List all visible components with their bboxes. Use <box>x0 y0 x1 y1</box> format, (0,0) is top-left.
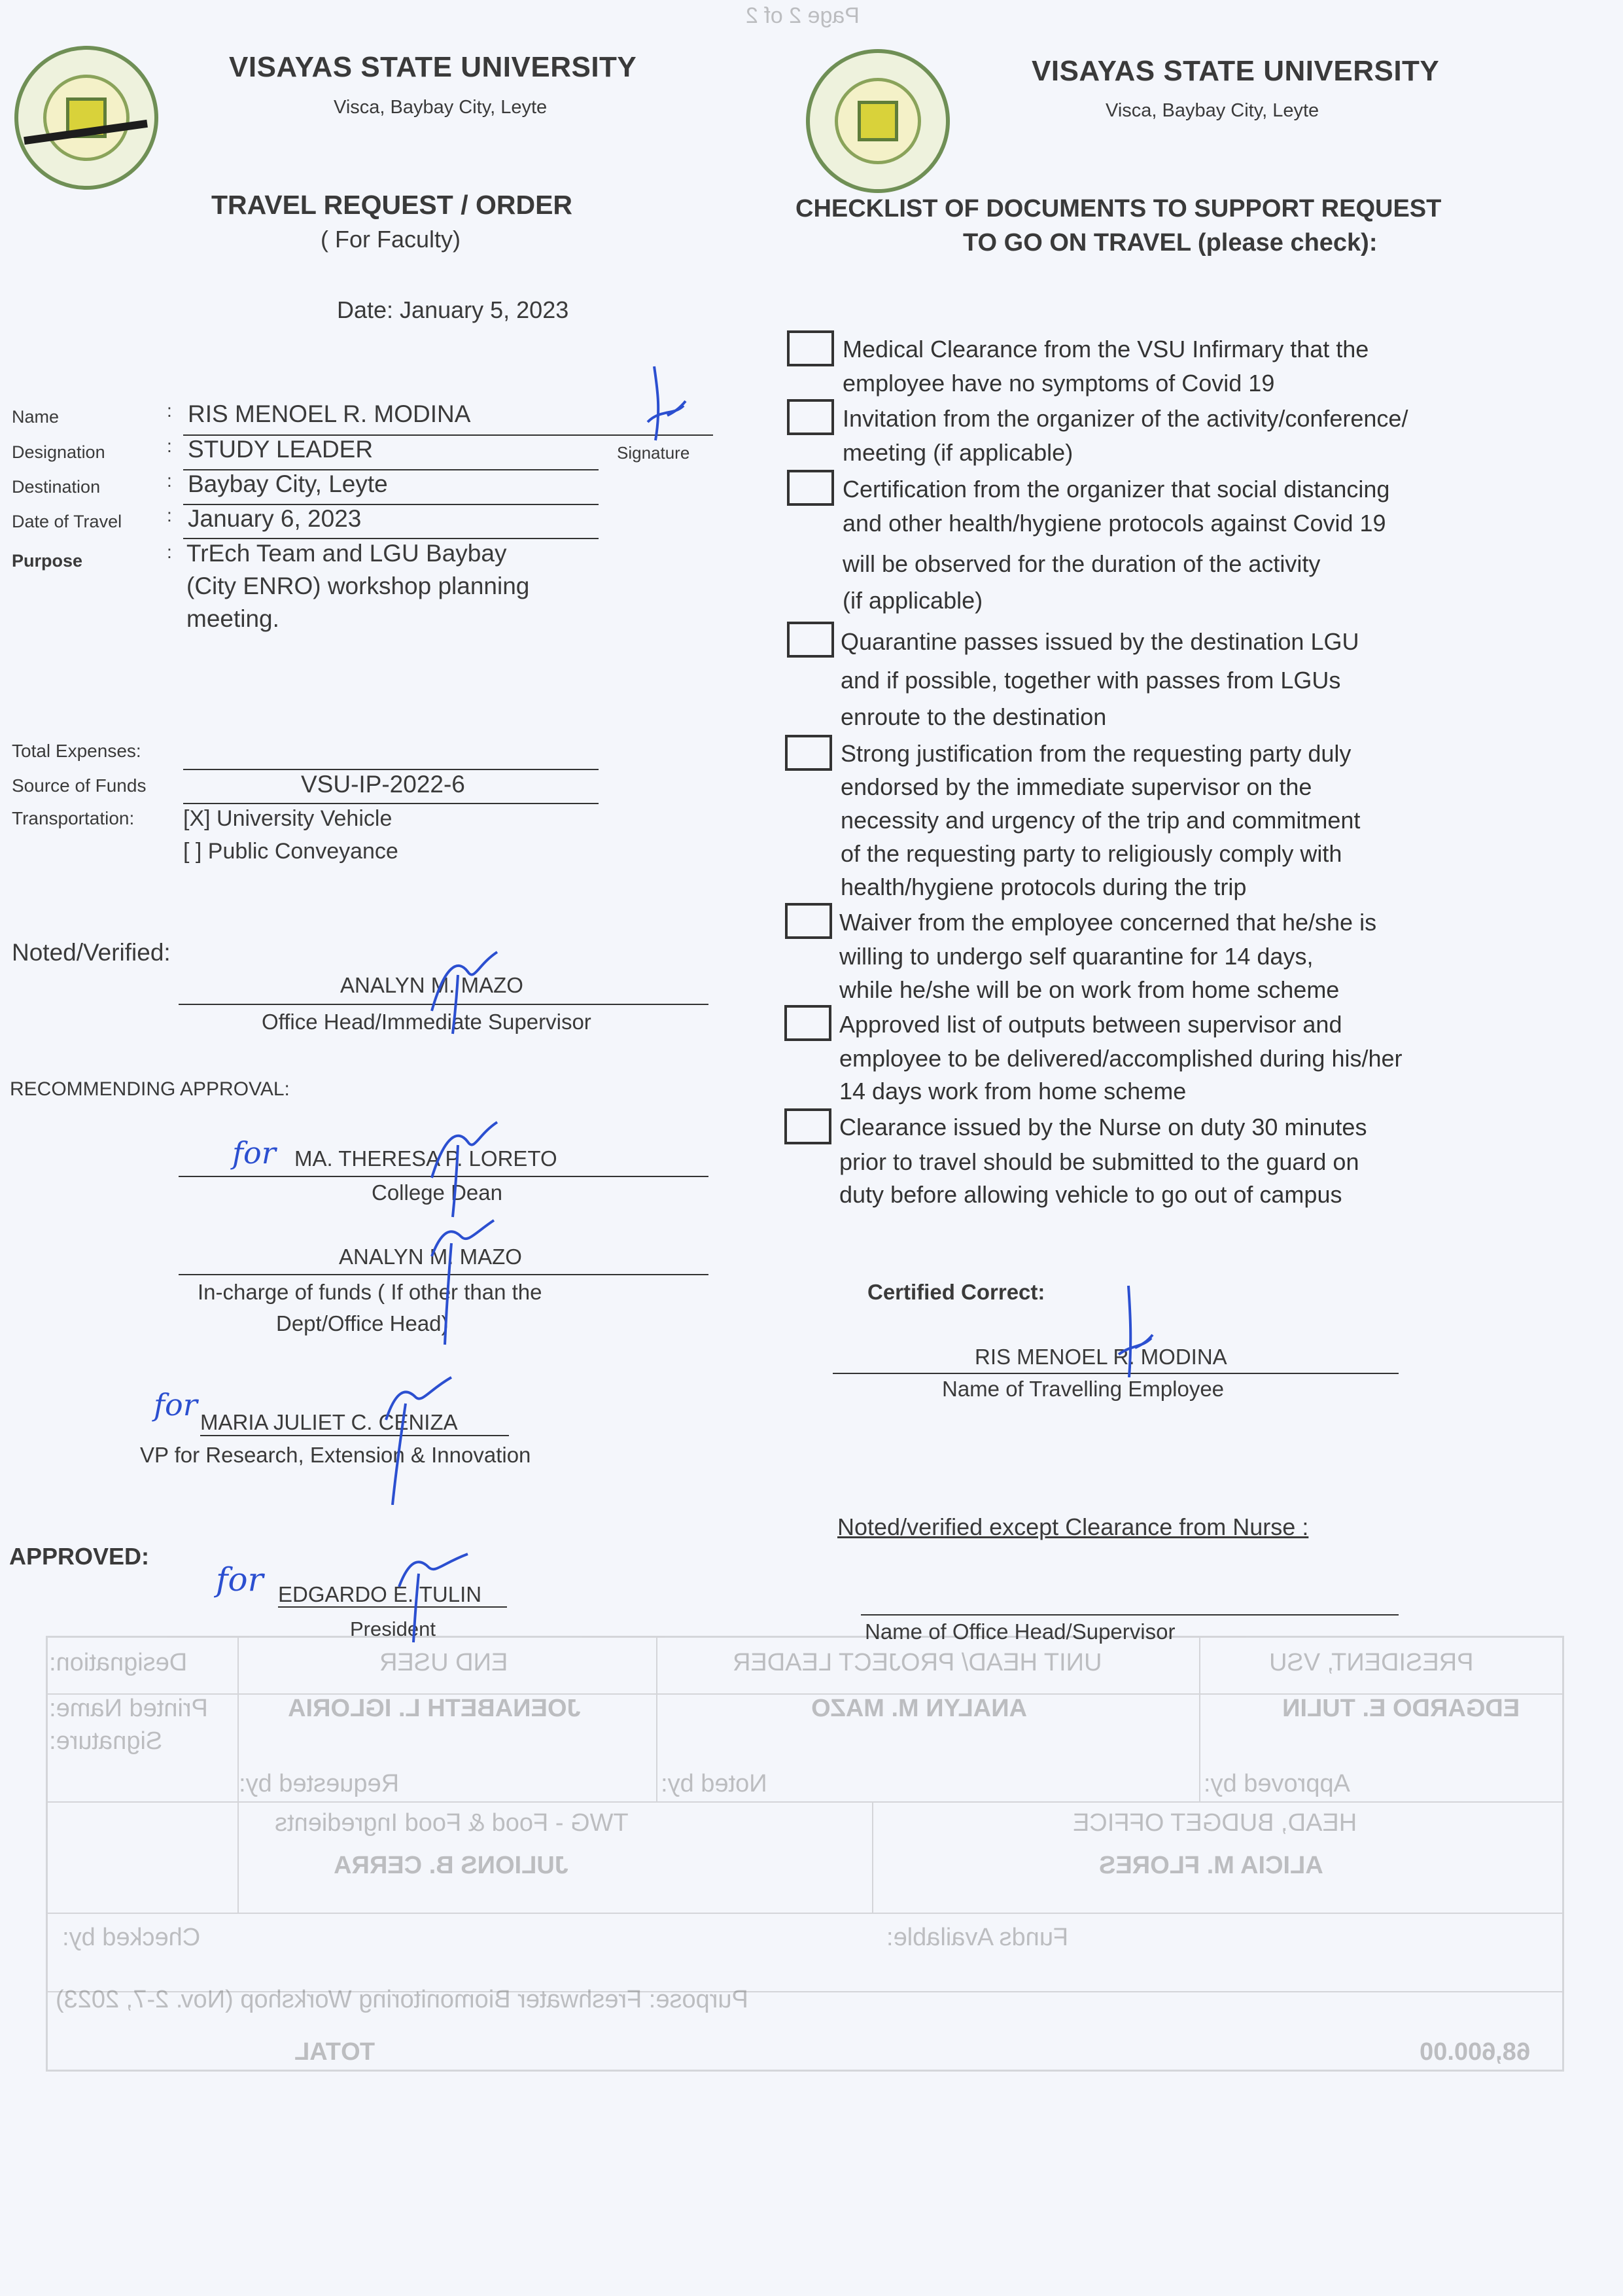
bleed-name2: ANALYN M. MAZO <box>811 1695 1028 1722</box>
noted-verified-label: Noted/Verified: <box>12 939 171 966</box>
checklist-item-2-line-2: meeting (if applicable) <box>843 439 1073 466</box>
funds-incharge-name: ANALYN M. MAZO <box>339 1245 522 1269</box>
bleed-purpose: Purpose: Freshwater Biomonitoring Workshop (Nov. 2-7, 2023) <box>56 1986 748 2013</box>
checklist-item-3-line-1: Certification from the organizer that social distancing <box>843 476 1390 503</box>
signature-noted <box>419 945 517 1037</box>
bleed-name5: ALICIA M. FLORES <box>1099 1852 1323 1879</box>
date-of-travel-label: Date of Travel <box>12 512 122 531</box>
vsu-seal-logo-right <box>806 49 950 193</box>
total-expenses-underline <box>183 769 599 770</box>
transportation-label: Transportation: <box>12 808 135 828</box>
checklist-item-5-line-2: endorsed by the immediate supervisor on the <box>841 773 1312 800</box>
signature-vp <box>353 1374 458 1505</box>
source-of-funds-underline <box>183 803 599 804</box>
checklist-item-7-line-1: Approved list of outputs between supervisor and <box>839 1011 1342 1038</box>
checklist-item-4-line-1: Quarantine passes issued by the destination LGU <box>841 628 1359 655</box>
signature-label: Signature <box>617 443 690 463</box>
checklist-item-6-line-3: while he/she will be on work from home scheme <box>839 976 1340 1003</box>
designation-label: Designation <box>12 442 105 462</box>
funds-incharge-title-2: Dept/Office Head) <box>276 1311 449 1335</box>
bleed-requested-by: Requested by: <box>239 1770 400 1797</box>
form-date: Date: January 5, 2023 <box>337 296 569 323</box>
bleed-funds-available: Funds Available: <box>886 1924 1069 1951</box>
vp-title: VP for Research, Extension & Innovation <box>140 1443 531 1467</box>
designation-value: STUDY LEADER <box>188 436 374 463</box>
checklist-item-1-line-2: employee have no symptoms of Covid 19 <box>843 370 1275 397</box>
checklist-item-5-line-1: Strong justification from the requesting party duly <box>841 740 1352 767</box>
bleed-printed-name: Printed Name: <box>49 1695 208 1722</box>
noted-name: ANALYN M. MAZO <box>340 973 523 997</box>
checklist-item-5-line-4: of the requesting party to religiously comply with <box>841 840 1342 867</box>
form-title: TRAVEL REQUEST / ORDER <box>211 190 573 220</box>
checklist-item-8-line-3: duty before allowing vehicle to go out of campus <box>839 1181 1342 1208</box>
approved-label: APPROVED: <box>9 1543 150 1570</box>
checklist-item-2-line-1: Invitation from the organizer of the activity/conference/ <box>843 405 1408 432</box>
checklist-item-8-line-2: prior to travel should be submitted to the guard on <box>839 1148 1359 1175</box>
university-name-right: VISAYAS STATE UNIVERSITY <box>1032 55 1440 87</box>
checklist-item-3-line-3: will be observed for the duration of the activity <box>843 550 1321 577</box>
designation-colon: : <box>167 436 172 456</box>
checklist-title-line-2: TO GO ON TRAVEL (please check): <box>963 229 1378 256</box>
checkbox-strong-justification[interactable] <box>785 735 832 771</box>
checklist-title-line-1: CHECKLIST OF DOCUMENTS TO SUPPORT REQUEST <box>795 195 1442 222</box>
destination-value: Baybay City, Leyte <box>188 470 388 497</box>
checkbox-nurse-clearance[interactable] <box>784 1108 831 1144</box>
checkbox-invitation[interactable] <box>787 399 834 435</box>
university-name-left: VISAYAS STATE UNIVERSITY <box>229 51 637 83</box>
signature-funds <box>412 1217 510 1348</box>
checklist-item-8-line-1: Clearance issued by the Nurse on duty 30 minutes <box>839 1114 1367 1140</box>
bleed-designation: Designation: <box>49 1649 188 1676</box>
certified-correct-label: Certified Correct: <box>867 1280 1045 1304</box>
transport-university-vehicle[interactable]: [X] University Vehicle <box>183 806 393 831</box>
bleed-amount: 68,600.00 <box>1420 2038 1531 2066</box>
signature-traveller <box>1106 1282 1164 1381</box>
for-mark-vp: for <box>154 1387 198 1422</box>
checklist-item-1-line-1: Medical Clearance from the VSU Infirmary that the <box>843 336 1369 362</box>
bleed-noted-by: Noted by: <box>661 1770 767 1797</box>
form-subtitle: ( For Faculty) <box>321 226 461 253</box>
president-name: EDGARDO E. TULIN <box>278 1582 482 1606</box>
dean-title: College Dean <box>372 1180 502 1205</box>
bleed-unit-head: UNIT HEAD/ PROJECT LEADER <box>733 1649 1102 1676</box>
checklist-item-7-line-2: employee to be delivered/accomplished during his/her <box>839 1045 1403 1072</box>
checkbox-approved-outputs[interactable] <box>784 1005 831 1041</box>
date-of-travel-value: January 6, 2023 <box>188 505 362 532</box>
vsu-seal-logo-left <box>14 46 158 190</box>
checklist-item-3-line-4: (if applicable) <box>843 587 983 614</box>
office-head-underline <box>861 1614 1399 1616</box>
source-of-funds-label: Source of Funds <box>12 775 147 796</box>
bleed-name1: JOENABETH L. IGLORIA <box>288 1695 581 1722</box>
checklist-item-4-line-2: and if possible, together with passes from LGUs <box>841 667 1341 694</box>
office-head-caption: Name of Office Head/Supervisor <box>865 1619 1176 1644</box>
traveller-caption: Name of Travelling Employee <box>942 1377 1225 1401</box>
destination-label: Destination <box>12 477 101 497</box>
signature-president <box>386 1547 491 1646</box>
date-of-travel-underline <box>183 538 599 539</box>
bleed-signature: Signature: <box>49 1727 163 1755</box>
recommending-approval-label: RECOMMENDING APPROVAL: <box>10 1078 290 1100</box>
bleed-president: PRESIDENT, VSU <box>1269 1649 1474 1676</box>
funds-incharge-title-1: In-charge of funds ( If other than the <box>198 1280 542 1304</box>
bleed-checked-by: Checked by: <box>62 1924 201 1951</box>
bleed-approved-by: Approved by: <box>1204 1770 1350 1797</box>
purpose-line-2: (City ENRO) workshop planning <box>186 573 530 599</box>
purpose-line-3: meeting. <box>186 605 279 632</box>
bleed-name4: JULIONS B. CERRA <box>334 1852 568 1879</box>
for-mark-president: for <box>216 1561 264 1598</box>
bleed-total: TOTAL <box>294 2038 375 2066</box>
for-mark-dean: for <box>232 1135 276 1171</box>
checkbox-quarantine-passes[interactable] <box>787 622 834 658</box>
total-expenses-label: Total Expenses: <box>12 741 141 761</box>
date-of-travel-colon: : <box>167 505 172 525</box>
checklist-item-7-line-3: 14 days work from home scheme <box>839 1078 1187 1104</box>
checklist-item-6-line-1: Waiver from the employee concerned that he/she is <box>839 909 1377 936</box>
checklist-item-3-line-2: and other health/hygiene protocols against Covid 19 <box>843 510 1386 537</box>
checklist-item-4-line-3: enroute to the destination <box>841 703 1107 730</box>
signature-dean <box>419 1116 517 1220</box>
purpose-line-1: TrEch Team and LGU Baybay <box>186 540 507 567</box>
source-of-funds-value: VSU-IP-2022-6 <box>301 771 465 798</box>
destination-colon: : <box>167 470 172 491</box>
university-address-left: Visca, Baybay City, Leyte <box>334 97 548 118</box>
noted-except-label: Noted/verified except Clearance from Nurse : <box>837 1513 1309 1540</box>
president-title: President <box>350 1617 436 1640</box>
name-colon: : <box>167 400 172 421</box>
checkbox-certification[interactable] <box>787 470 834 506</box>
name-label: Name <box>12 407 60 427</box>
traveller-name: RIS MENOEL R. MODINA <box>975 1345 1227 1369</box>
checklist-item-5-line-5: health/hygiene protocols during the trip <box>841 874 1247 900</box>
dean-name: MA. THERESA P. LORETO <box>294 1146 557 1171</box>
vp-name: MARIA JULIET C. CENIZA <box>200 1410 458 1434</box>
transport-public-conveyance[interactable]: [ ] Public Conveyance <box>183 839 398 864</box>
purpose-label: Purpose <box>12 551 83 571</box>
signature-requester <box>628 363 700 448</box>
university-address-right: Visca, Baybay City, Leyte <box>1106 100 1319 121</box>
checkbox-waiver[interactable] <box>785 903 832 939</box>
bleed-twg: TWG - Food & Food Ingredients <box>275 1809 629 1837</box>
noted-title: Office Head/Immediate Supervisor <box>262 1010 591 1034</box>
bleed-end-user: END USER <box>379 1649 508 1676</box>
bleed-budget: HEAD, BUDGET OFFICE <box>1073 1809 1357 1837</box>
checklist-item-6-line-2: willing to undergo self quarantine for 14 days, <box>839 943 1314 970</box>
bleed-name3: EDGARDO E. TULIN <box>1282 1695 1520 1722</box>
bleed-page-header: Page 2 of 2 <box>746 3 860 28</box>
checkbox-medical-clearance[interactable] <box>787 330 834 366</box>
purpose-colon: : <box>167 542 172 562</box>
name-value: RIS MENOEL R. MODINA <box>188 400 471 427</box>
checklist-item-5-line-3: necessity and urgency of the trip and commitment <box>841 807 1361 834</box>
